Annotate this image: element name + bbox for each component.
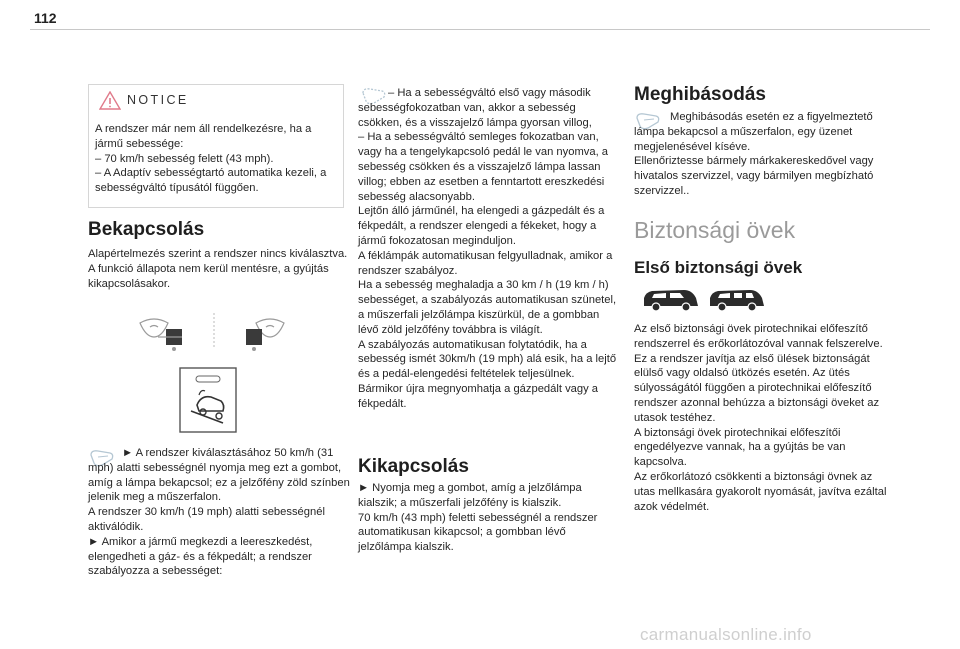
gear-neutral-text: – Ha a sebességváltó semleges fokozatban van, vagy ha a tengelykapcsoló pedál le van nyomva, a sebesség csökken és a visszajelző lámpa lassan villog; ebben az esetben a fenntartott ereszkedési sebesség alacsonyabb. — [358, 131, 609, 203]
notice-box — [88, 84, 344, 208]
pedal-again-text: Bármikor újra megnyomhatja a gázpedált vagy a fékpedált. — [358, 382, 599, 410]
step-descent: ► Amikor a jármű megkezdi a leereszkedést, elengedheti a gáz- és a fékpedált; a rendszer szabályozza a sebességet: — [88, 535, 313, 578]
heading-elso-biztonsagi-ovek: Első biztonsági övek — [634, 258, 803, 277]
fault-warning-text: Meghibásodás esetén ez a figyelmeztető lámpa bekapcsol a műszerfalon, egy üzenet megjelenésével kíséve. — [634, 111, 873, 153]
pretensioner-enabled: A biztonsági övek pirotechnikai előfeszítői engedélyezve vannak, ha a gyújtás be van kapcsolva. — [634, 426, 846, 469]
heading-kikapcsolas: Kikapcsolás — [358, 456, 469, 477]
heading-bekapcsolas: Bekapcsolás — [88, 219, 205, 240]
speed-exceed-text: Ha a sebesség meghaladja a 30 km / h (19 km / h) sebességet, a szabályozás automatikusan szünetel, a műszerfali jelzőlámpa kiszürkül, de a gombban lévő zöld jelzőfény továbbra is világít. — [358, 279, 617, 336]
resume-text: A szabályozás automatikusan folytatódik, ha a sebesség ismét 30km/h (19 mph) alá esik, ha a lejtő és a pedál-elengedési feltételek teljesülnek. — [358, 338, 617, 381]
hill-descent-button-icon — [179, 367, 237, 433]
heading-meghibasodas: Meghibásodás — [634, 84, 766, 105]
notice-text: A rendszer már nem áll rendelkezésre, ha a jármű sebessége: – 70 km/h sebesség felett (43 mph). – A Adaptív sebességtartó automatika kezeli, a sebességváltó típusától függően. — [95, 123, 327, 195]
deactivate-step: ► Nyomja meg a gombot, amíg a jelzőlámpa kialszik; a műszerfali jelzőfény is kialszik. — [358, 482, 582, 509]
slope-release-text: Lejtőn álló járműnél, ha elengedi a gázpedált és a fékpedált, a rendszer elengedi a fékeket, hogy a jármű fokozatosan meginduljon. — [358, 205, 605, 247]
intro-text: Alapértelmezés szerint a rendszer nincs kiválasztva. A funkció állapota nem kerül mentésre, a gyújtás kikapcsolásakor. — [88, 248, 348, 290]
van-icon-2 — [706, 286, 768, 312]
auto-off-text: 70 km/h (43 mph) feletti sebességnél a rendszer automatikusan kikapcsol; a gombban lévő jelzőlámpa kialszik. — [358, 511, 598, 554]
warning-triangle-icon — [99, 91, 121, 110]
page-number: 112 — [34, 10, 57, 26]
activation-text: A rendszer 30 km/h (19 mph) alatti sebességnél aktiválódik. — [88, 506, 325, 533]
force-limiter-text: Az erőkorlátozó csökkenti a biztonsági övnek az utas mellkasára gyakorolt nyomását, javítva ezáltal azok védelmét. — [634, 470, 887, 513]
steering-button-illustration — [136, 309, 300, 353]
section-title-biztonsagi-ovek: Biztonsági övek — [634, 217, 796, 243]
step-press-button: ► A rendszer kiválasztásához 50 km/h (31 mph) alatti sebességnél nyomja meg ezt a gombot, amíg a lámpa bekapcsol; ez a jelzőfény zöld színben jelenik meg a műszerfalon. — [88, 447, 350, 504]
van-icon-1 — [640, 286, 702, 312]
gear-first-second-text: – Ha a sebességváltó első vagy második sebességfokozatban van, akkor a sebesség csökken, és a visszajelző lámpa gyorsan villog, — [358, 87, 592, 129]
notice-header — [89, 85, 343, 115]
service-text: Ellenőriztesse bármely márkakereskedővel vagy hivatalos szervizzel, vagy bármilyen megbízható szervizzel.. — [634, 155, 874, 197]
pretensioner-function: Ez a rendszer javítja az első ülések biztonságát elülső vagy oldalsó ütközés esetén. Az ütés súlyosságától függően a pirotechnikai előfeszítő rendszer azonnal behúzza a biztonsági öveket az utasok testéhez. — [634, 352, 880, 424]
pretensioner-intro: Az első biztonsági övek pirotechnikai előfeszítő rendszerrel és erőkorlátozóval vannak felszerelve. — [634, 323, 883, 350]
notice-title: NOTICE — [127, 93, 189, 107]
header-divider — [30, 29, 930, 30]
watermark: carmanualsonline.info — [640, 625, 812, 644]
brake-lights-text: A féklámpák automatikusan felgyulladnak, amikor a rendszer szabályoz. — [358, 249, 613, 277]
